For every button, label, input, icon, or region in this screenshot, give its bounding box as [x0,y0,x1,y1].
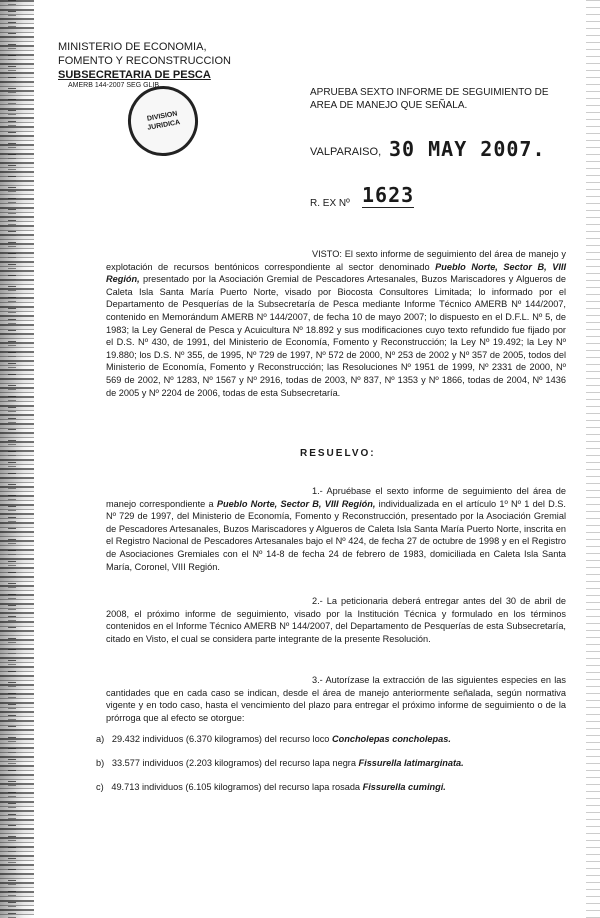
item-label: b) [96,758,105,768]
item-species: Fissurella latimarginata. [358,758,464,768]
item-species: Concholepas concholepas. [331,734,451,744]
document-title: APRUEBA SEXTO INFORME DE SEGUIMIENTO DE AREA DE MANEJO QUE SEÑALA. [310,87,549,111]
resolution-2 [106,595,566,645]
resolution-number: 1623 [362,183,415,207]
stamp-text: DIVISION JURIDICA [146,110,181,132]
scan-edge-left-inner [8,0,16,918]
item-text: 29.432 individuos (6.370 kilogramos) del recurso loco [111,734,330,744]
resolution-1 [106,485,566,573]
extraction-item [96,757,566,770]
extraction-item [96,781,566,794]
visto-paragraph [106,248,566,399]
visto-text-1: El sexto informe de seguimiento del área de manejo y explotación de recursos bentónicos correspondiente al sector denominado [106,249,566,272]
division-juridica-stamp [122,80,203,161]
ministry-header [58,40,231,90]
resuelvo-heading: RESUELVO: [300,448,376,459]
resolution-3 [106,674,566,724]
r1-text-2: individualizada en el artículo 1º Nº 1 del D.S. Nº 729 de 1997, del Ministerio de Economía, Fomento y Reconstrucción, presentado por la Asociación Gremial de Pescadores Artesanales, Buzos Mariscadores y Algueros de Caleta Isla Santa María Puerto Norte, inscrita en el Registro Nacional de Pescadores Artesanales bajo el Nº 424, de fecha 27 de octubre de 1998 y en el Registro de Asociaciones Gremiales con el Nº 14-8 de fecha 24 de febrero de 1983, domiciliada en Caleta Isla Santa María, Coronel, VIII Región. [106,498,566,572]
scan-edge-left [0,0,34,918]
r1-lead: 1.- Apruébase el sexto informe de seguimiento del área de manejo correspondiente a [106,486,566,509]
header-line-2: FOMENTO Y RECONSTRUCCION [58,55,231,67]
visto-text-2: presentado por la Asociación Gremial de Pescadores Artesanales, Buzos Mariscadores y Algueros de Caleta Isla Santa María Puerto Norte, visado por Biocosta Consultores Limitada; lo informado por el Departamento de Pesquerías de la Subsecretaría de Pesca mediante Informe Técnico AMERB Nº 144/2007, contenido en Memorándum AMERB Nº 144/2007, de fecha 10 de mayo 2007; lo dispuesto en el D.F.L. Nº 5, de 1983; la Ley General de Pesca y Acuicultura Nº 18.892 y sus modificaciones cuyo texto refundido fue fijado por el D.S. Nº 430, de 1991, del Ministerio de Economía, Fomento y Reconstrucción; la Ley Nº 19.492; la Ley Nº 19.880; los D.S. Nº 355, de 1995, Nº 729 de 1997, Nº 572 de 2000, Nº 253 de 2002 y Nº 357 de 2005, todos del Ministerio de Economía, Fomento y Reconstrucción; las Resoluciones Nº 1951 de 1999, Nº 2331 de 2000, Nº 569 de 2002, Nº 1283, Nº 1567 y Nº 2916, todas de 2003, Nº 837, Nº 1353 y Nº 1866, todas de 2004, Nº 1436 de 2005 y Nº 2204 de 2006, todas de esta Subsecretaría. [106,274,566,398]
header-line-3: SUBSECRETARIA DE PESCA [58,69,211,81]
r2-text: 2.- La peticionaria deberá entregar antes del 30 de abril de 2008, el próximo informe de seguimiento, visado por la Institución Técnica y formulado en los términos contenidos en el Informe Técnico AMERB Nº 144/2007, del Departamento de Pesquerías de esta Subsecretaría, citado en Visto, el cual se considera parte integrante de la presente Resolución. [106,596,566,644]
item-label: c) [96,782,104,792]
r1-sector: Pueblo Norte, Sector B, VIII Región, [216,498,376,509]
date-stamp: 30 MAY 2007. [389,137,546,161]
scan-edge-right [586,0,600,918]
extraction-item [96,733,566,746]
resolution-label: R. EX Nº [310,198,350,209]
place: VALPARAISO, [310,146,382,158]
header-line-1: MINISTERIO DE ECONOMIA, [58,41,207,53]
r3-text: 3.- Autorízase la extracción de las siguientes especies en las cantidades que en cada caso se indican, desde el área de manejo anteriormente señalada, según normativa vigente y en todo caso, hasta el vencimiento del plazo para entregar el próximo informe de seguimiento o de la prórroga que al efecto se otorgue: [106,675,566,723]
visto-lead: VISTO: [312,249,342,259]
item-text: 33.577 individuos (2.203 kilogramos) del recurso lapa negra [111,758,356,768]
header-line-4: AMERB 144-2007 SEG GLIB [68,82,160,89]
item-species: Fissurella cumingi. [362,782,446,792]
item-text: 49.713 individuos (6.105 kilogramos) del recurso lapa rosada [111,782,361,792]
item-label: a) [96,734,105,744]
visto-sector: Pueblo Norte, Sector B, VIII Región, [106,261,566,285]
